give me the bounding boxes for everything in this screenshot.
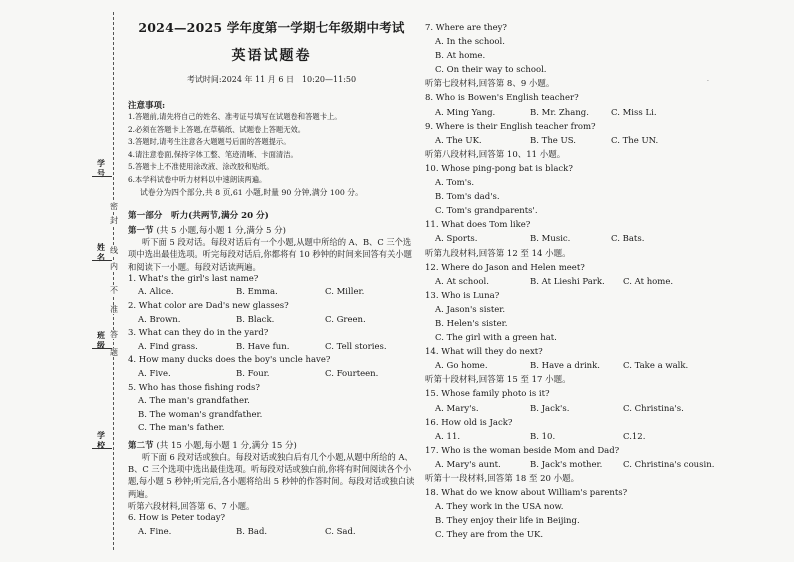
question bbox=[425, 416, 725, 444]
option-a: A. Brown. bbox=[138, 314, 181, 325]
question-text: 5. Who has those fishing rods? bbox=[128, 382, 260, 393]
option-c: C. Miss Li. bbox=[611, 107, 657, 118]
question-text: 6. How is Peter today? bbox=[128, 512, 226, 523]
section-heading bbox=[128, 224, 415, 236]
option-c: C. Bats. bbox=[611, 234, 645, 245]
question-text: 2. What color are Dad's new glasses? bbox=[128, 300, 289, 311]
option-c: C. Fourteen. bbox=[325, 368, 379, 379]
options-row bbox=[425, 402, 725, 416]
question bbox=[128, 382, 415, 436]
section-instructions: 听下面 6 段对话或独白。每段对话或独白后有几个小题,从题中所给的 A、B、C 三个选项中选出最佳选项。听每段对话或独白前,你将有时间阅读各个小题,每小题 5 秒钟;听完后,各小题将给出 5 秒钟的作答时间。每段对话或独白读两遍。 bbox=[128, 451, 415, 499]
option-b: B. Black. bbox=[236, 314, 275, 325]
options-row bbox=[128, 368, 415, 382]
fill-line bbox=[92, 448, 112, 449]
seal-word: 内 bbox=[110, 262, 118, 271]
option-b: B. Tom's dad's. bbox=[435, 192, 500, 203]
option-a: A. Mary's aunt. bbox=[435, 459, 501, 470]
school-label: 学校 bbox=[97, 430, 105, 450]
question bbox=[425, 261, 725, 289]
question bbox=[425, 21, 725, 77]
option-b: B. Jack's. bbox=[530, 403, 570, 414]
option-b: B. Emma. bbox=[236, 287, 278, 298]
question-text: 1. What's the girl's last name? bbox=[128, 273, 259, 284]
option-a: A. In the school. bbox=[435, 37, 505, 48]
question-text: 14. What will they do next? bbox=[425, 347, 543, 358]
option-c: C. Tom's grandparents'. bbox=[435, 206, 538, 217]
option-c: C. They are from the UK. bbox=[435, 530, 544, 541]
student-id-label: 学号 bbox=[97, 158, 105, 178]
material-note: 听第十一段材料,回答第 18 至 20 小题。 bbox=[425, 474, 580, 484]
seal-line bbox=[113, 12, 114, 550]
question-text: 17. Who is the woman beside Mom and Dad? bbox=[425, 445, 620, 456]
part-heading: 第一部分 听力(共两节,满分 20 分) bbox=[128, 211, 269, 222]
option-a: A. They work in the USA now. bbox=[435, 502, 564, 513]
options-row bbox=[425, 458, 725, 472]
seal-word: 封 bbox=[110, 216, 118, 225]
option-c: C. Take a walk. bbox=[623, 361, 689, 372]
exam-title: 2024—2025 学年度第一学期七年级期中考试 bbox=[138, 20, 405, 35]
question bbox=[128, 512, 415, 539]
section-sub: (共 15 小题,每小题 1 分,满分 15 分) bbox=[156, 440, 297, 451]
fill-line bbox=[92, 176, 112, 177]
question-text: 4. How many ducks does the boy's uncle have? bbox=[128, 355, 331, 366]
option-b: B. Bad. bbox=[236, 526, 268, 537]
material-note: 听第六段材料,回答第 6、7 小题。 bbox=[128, 500, 255, 511]
seal-word: 答 bbox=[110, 330, 118, 339]
option-b: B. Music. bbox=[530, 234, 571, 245]
option-c: C. At home. bbox=[623, 276, 674, 287]
option-b: B. 10. bbox=[530, 431, 556, 442]
seal-word: 密 bbox=[110, 202, 118, 211]
question-text: 18. What do we know about William's parents? bbox=[425, 488, 628, 499]
notice-item: 4.请注意卷面,保持字体工整、笔迹清晰、卡面清洁。 bbox=[128, 149, 298, 159]
seal-word: 题 bbox=[110, 348, 118, 357]
option-c: C. The man's father. bbox=[138, 423, 225, 434]
option-c: C. The girl with a green hat. bbox=[435, 333, 557, 344]
fill-line bbox=[92, 260, 112, 261]
options-row bbox=[425, 232, 725, 246]
section-label: 第二节 bbox=[128, 440, 154, 451]
option-c: C. The UN. bbox=[611, 135, 659, 146]
section-label: 第一节 bbox=[128, 226, 154, 237]
score-info: 试卷分为四个部分,共 8 页,61 小题,时量 90 分钟,满分 100 分。 bbox=[140, 187, 363, 197]
option-b: B. Helen's sister. bbox=[435, 318, 508, 329]
right-column bbox=[425, 21, 725, 542]
notice-item: 3.答题时,请考生注意各大题题号后面的答题提示。 bbox=[128, 137, 291, 147]
options-row bbox=[128, 286, 415, 300]
option-a: A. Jason's sister. bbox=[435, 304, 506, 315]
seal-word: 线 bbox=[110, 246, 118, 255]
question bbox=[425, 162, 725, 218]
option-c: C. Christina's. bbox=[623, 403, 684, 414]
question bbox=[128, 327, 415, 354]
section-instructions: 听下面 5 段对话。每段对话后有一个小题,从题中所给的 A、B、C 三个选项中选出最佳选项。听完每段对话后,你都将有 10 秒钟的时间来回答有关小题和阅读下一小题。每段对话读两遍。 bbox=[128, 237, 412, 272]
option-b: B. Have a drink. bbox=[530, 361, 600, 372]
section-heading bbox=[128, 439, 415, 451]
options-row bbox=[425, 359, 725, 373]
options-row bbox=[425, 430, 725, 444]
scan-mark: · bbox=[707, 78, 709, 85]
exam-time: 考试时间:2024 年 11 月 6 日 10:20—11:50 bbox=[186, 75, 357, 84]
binding-strip bbox=[0, 0, 122, 562]
option-c: C. Tell stories. bbox=[325, 341, 387, 352]
option-a: A. Find grass. bbox=[138, 341, 198, 352]
option-b: B. Have fun. bbox=[236, 341, 290, 352]
seal-word: 不 bbox=[110, 286, 118, 295]
material-note: 听第七段材料,回答第 8、9 小题。 bbox=[425, 79, 555, 90]
question-text: 11. What does Tom like? bbox=[425, 220, 531, 231]
name-label: 姓名 bbox=[97, 242, 105, 262]
notice-item: 6.本学科试卷中听力材料以中速朗读两遍。 bbox=[128, 174, 267, 184]
option-a: A. Tom's. bbox=[435, 178, 475, 189]
question bbox=[128, 273, 415, 300]
question bbox=[425, 91, 725, 119]
option-c: C. Sad. bbox=[325, 526, 356, 537]
option-b: B. The US. bbox=[530, 135, 576, 146]
left-column bbox=[128, 18, 415, 539]
notice-heading: 注意事项: bbox=[128, 101, 166, 111]
options-row bbox=[128, 341, 415, 355]
material-note: 听第八段材料,回答第 10、11 小题。 bbox=[425, 149, 566, 160]
option-b: B. The woman's grandfather. bbox=[138, 409, 263, 420]
question bbox=[425, 387, 725, 415]
question bbox=[128, 300, 415, 327]
class-label: 班级 bbox=[97, 330, 105, 350]
question-text: 12. Where do Jason and Helen meet? bbox=[425, 262, 585, 273]
option-a: A. Sports. bbox=[435, 234, 478, 245]
option-a: A. Five. bbox=[138, 368, 171, 379]
option-a: A. Go home. bbox=[435, 361, 488, 372]
option-c: C.12. bbox=[623, 431, 646, 442]
notice-item: 5.答题卡上不准使用涂改液、涂改胶和贴纸。 bbox=[128, 162, 274, 172]
option-c: C. Miller. bbox=[325, 287, 365, 298]
seal-word: 准 bbox=[110, 305, 118, 314]
option-c: C. Green. bbox=[325, 314, 366, 325]
option-b: B. Jack's mother. bbox=[530, 459, 603, 470]
question-text: 13. Who is Luna? bbox=[425, 290, 500, 301]
option-a: A. The UK. bbox=[435, 135, 482, 146]
option-a: A. Ming Yang. bbox=[435, 107, 496, 118]
option-a: A. Fine. bbox=[138, 526, 172, 537]
exam-subtitle: 英语试题卷 bbox=[231, 48, 312, 64]
option-b: B. They enjoy their life in Beijing. bbox=[435, 516, 580, 527]
options-row bbox=[128, 314, 415, 328]
question-text: 9. Where is their English teacher from? bbox=[425, 121, 596, 132]
material-note: 听第十段材料,回答第 15 至 17 小题。 bbox=[425, 375, 571, 386]
option-c: C. Christina's cousin. bbox=[623, 459, 715, 470]
material-note: 听第九段材料,回答第 12 至 14 小题。 bbox=[425, 248, 571, 259]
option-a: A. At school. bbox=[435, 276, 489, 287]
question-text: 8. Who is Bowen's English teacher? bbox=[425, 93, 579, 104]
options-row bbox=[425, 275, 725, 289]
option-a: A. Mary's. bbox=[435, 403, 479, 414]
option-b: B. At home. bbox=[435, 51, 486, 62]
option-a: A. The man's grandfather. bbox=[138, 396, 250, 407]
question bbox=[425, 218, 725, 246]
option-b: B. Mr. Zhang. bbox=[530, 107, 589, 118]
notice-item: 2.必须在答题卡上答题,在草稿纸、试题卷上答题无效。 bbox=[128, 124, 306, 134]
option-b: B. At Lieshi Park. bbox=[530, 276, 605, 287]
options-row bbox=[425, 106, 725, 120]
notice-item: 1.答题前,请先将自己的姓名、准考证号填写在试题卷和答题卡上。 bbox=[128, 112, 342, 121]
question bbox=[425, 444, 725, 472]
question-text: 16. How old is Jack? bbox=[425, 417, 513, 428]
option-a: A. Alice. bbox=[138, 287, 174, 298]
option-a: A. 11. bbox=[435, 431, 461, 442]
option-b: B. Four. bbox=[236, 368, 270, 379]
question bbox=[425, 289, 725, 345]
question bbox=[425, 120, 725, 148]
option-c: C. On their way to school. bbox=[435, 65, 547, 76]
question-text: 7. Where are they? bbox=[425, 23, 507, 33]
question-text: 15. Whose family photo is it? bbox=[425, 389, 550, 400]
options-row bbox=[128, 526, 415, 540]
question bbox=[128, 354, 415, 381]
question-text: 10. Whose ping-pong bat is black? bbox=[425, 163, 573, 174]
fill-line bbox=[92, 348, 112, 349]
question bbox=[425, 486, 725, 542]
section-sub: (共 5 小题,每小题 1 分,满分 5 分) bbox=[156, 226, 286, 237]
question-text: 3. What can they do in the yard? bbox=[128, 328, 269, 339]
options-row bbox=[425, 134, 725, 148]
question bbox=[425, 345, 725, 373]
